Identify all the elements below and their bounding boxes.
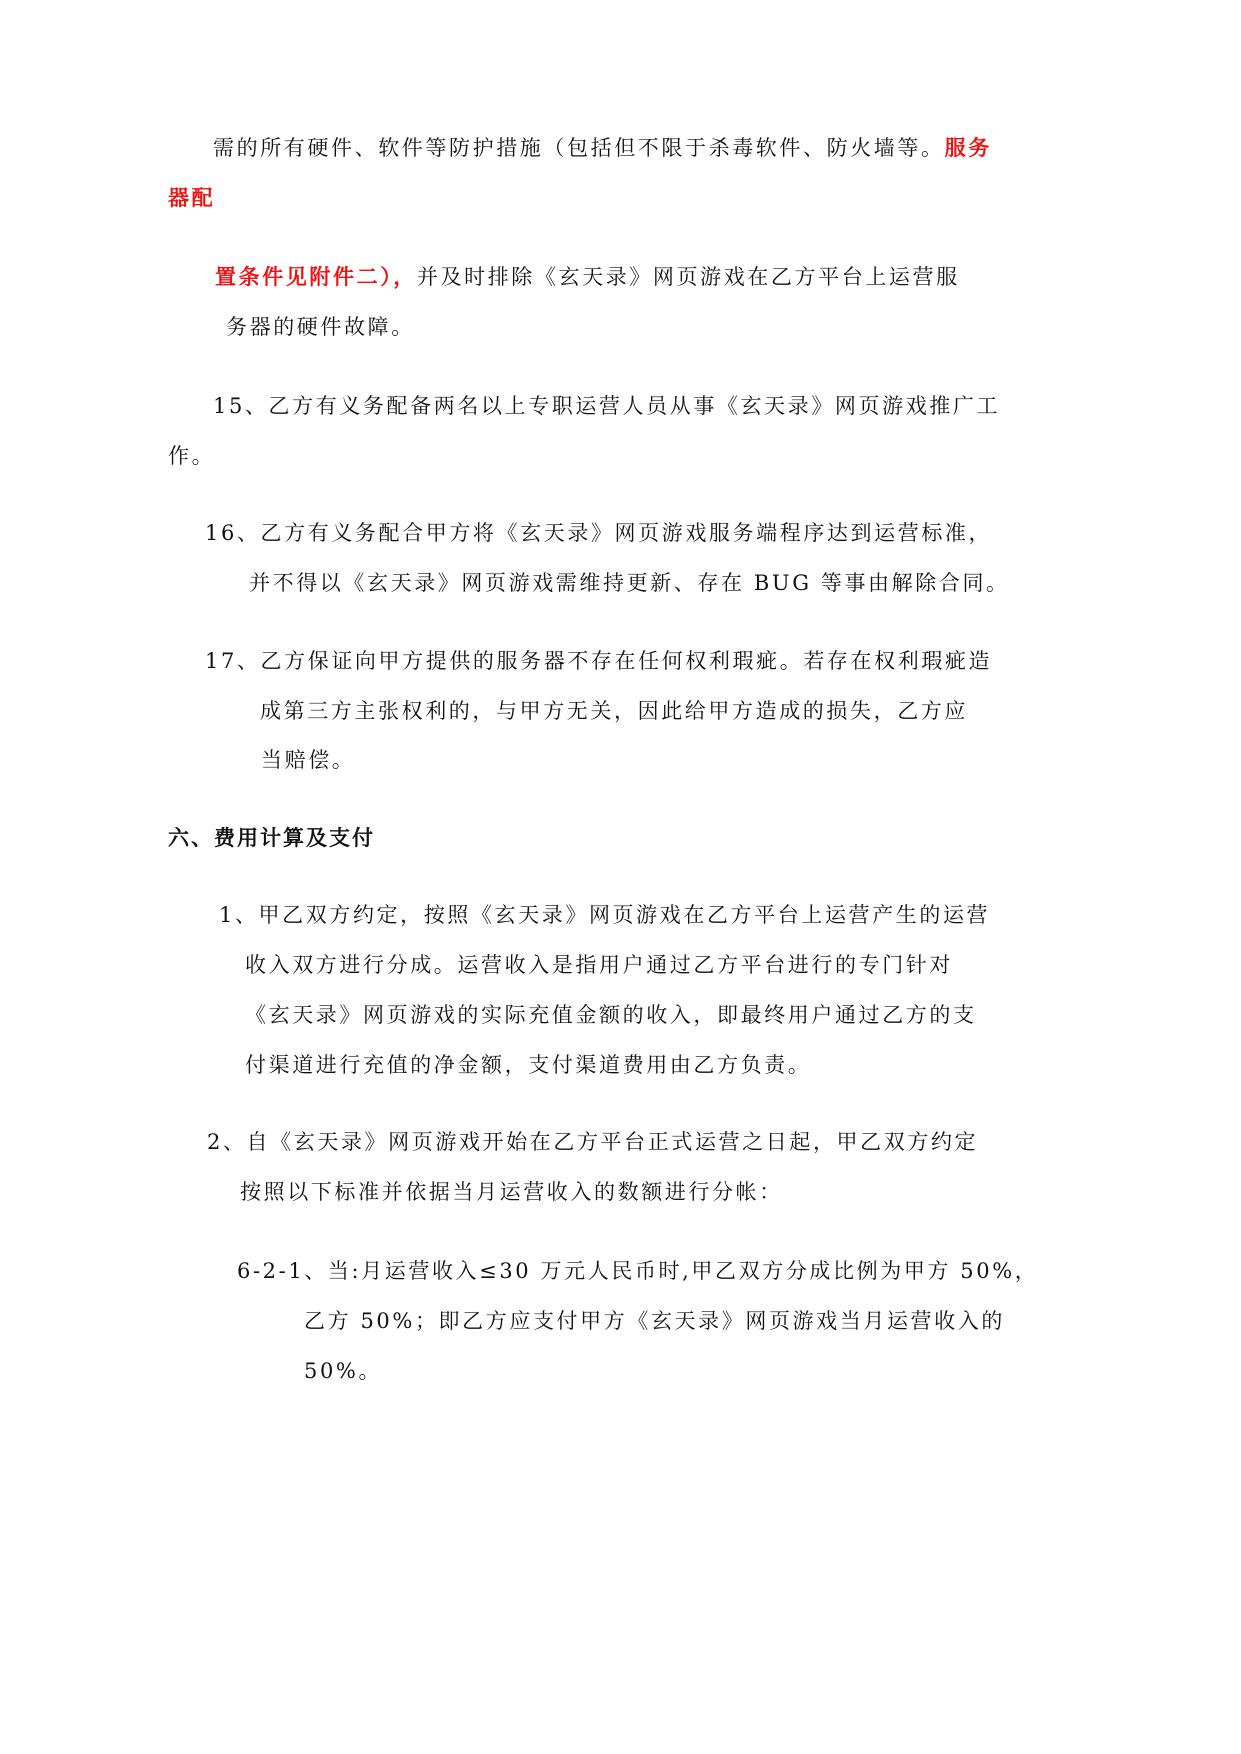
paragraph-14-line-2 — [168, 183, 215, 213]
clause-1-line-4: 付渠道进行充值的净金额，支付渠道费用由乙方负责。 — [245, 1053, 812, 1077]
clause-6-2-1-line-1: 6-2-1、当:月运营收入≤30 万元人民币时,甲乙双方分成比例为甲方 50%， — [237, 1259, 1039, 1283]
clause-1-line-3: 《玄天录》网页游戏的实际充值金额的收入，即最终用户通过乙方的支 — [245, 1003, 977, 1027]
paragraph-14-highlight-end: 置条件见附件二）， — [215, 265, 417, 289]
clause-1-line-1: 1、甲乙双方约定，按照《玄天录》网页游戏在乙方平台上运营产生的运营 — [219, 903, 991, 927]
paragraph-14-text-continued: 并及时排除《玄天录》网页游戏在乙方平台上运营服 — [416, 265, 960, 289]
paragraph-14-line-4: 务器的硬件故障。 — [226, 315, 415, 339]
paragraph-14-highlight-continued: 器配 — [168, 186, 216, 210]
paragraph-17-line-2: 成第三方主张权利的，与甲方无关，因此给甲方造成的损失，乙方应 — [260, 699, 968, 723]
paragraph-16-line-1: 16、乙方有义务配合甲方将《玄天录》网页游戏服务端程序达到运营标准， — [205, 521, 993, 545]
paragraph-14-line-3 — [215, 262, 960, 292]
paragraph-15-line-1: 15、乙方有义务配备两名以上专职运营人员从事《玄天录》网页游戏推广工 — [213, 394, 1001, 418]
clause-2-line-1: 2、自《玄天录》网页游戏开始在乙方平台正式运营之日起，甲乙双方约定 — [207, 1130, 979, 1154]
clause-1-line-2: 收入双方进行分成。运营收入是指用户通过乙方平台进行的专门针对 — [245, 953, 953, 977]
section-heading: 六、费用计算及支付 — [168, 826, 375, 850]
clause-6-2-1-line-3: 50%。 — [304, 1359, 383, 1383]
clause-2-line-2: 按照以下标准并依据当月运营收入的数额进行分帐： — [240, 1180, 783, 1204]
paragraph-16-line-2: 并不得以《玄天录》网页游戏需维持更新、存在 BUG 等事由解除合同。 — [249, 571, 1010, 595]
paragraph-17-line-1: 17、乙方保证向甲方提供的服务器不存在任何权利瑕疵。若存在权利瑕疵造 — [205, 649, 993, 673]
paragraph-17-line-3: 当赔偿。 — [261, 748, 356, 772]
paragraph-14-line-1 — [213, 133, 992, 163]
paragraph-14-highlight: 服务 — [944, 136, 992, 160]
paragraph-15-line-2: 作。 — [168, 444, 216, 468]
paragraph-14-text: 需的所有硬件、软件等防护措施（包括但不限于杀毒软件、防火墙等。 — [213, 136, 945, 160]
clause-6-2-1-line-2: 乙方 50%；即乙方应支付甲方《玄天录》网页游戏当月运营收入的 — [304, 1309, 1005, 1333]
